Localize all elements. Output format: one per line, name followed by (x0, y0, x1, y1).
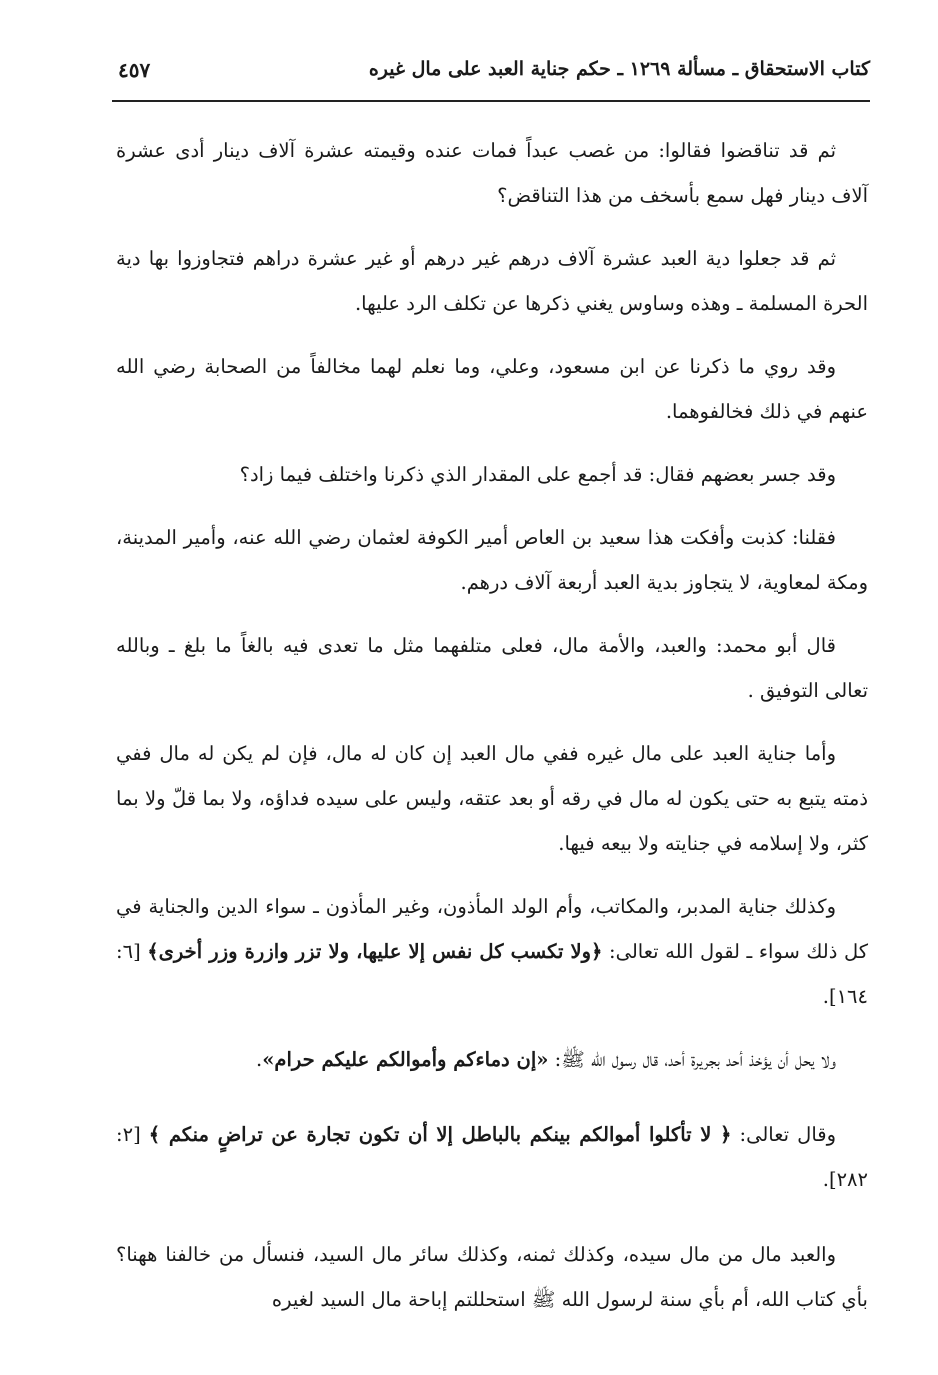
page-header (112, 56, 870, 96)
paragraph-text: وقد جسر بعضهم فقال: قد أجمع على المقدار الذي ذكرنا واختلف فيما زاد؟ (239, 463, 836, 486)
header-divider (112, 100, 870, 102)
paragraph-text: وقد روي ما ذكرنا عن ابن مسعود، وعلي، وما نعلم لهما مخالفاً من الصحابة رضي الله عنهم في ذلك فخالفوهما. (116, 355, 868, 423)
sentence-end: . (256, 1048, 263, 1071)
quran-quote: ﴿ولا تكسب كل نفس إلا عليها، ولا تزر وازرة وزر أخرى﴾ (147, 940, 603, 963)
verse-reference: [٢: ٢٨٢]. (116, 1123, 868, 1191)
running-title: كتاب الاستحقاق ـ مسألة ١٢٦٩ ـ حكم جناية العبد على مال غيره (368, 58, 870, 80)
paragraph-5 (116, 515, 868, 605)
paragraph-11 (116, 1232, 868, 1322)
paragraph-text: وأما جناية العبد على مال غيره ففي مال العبد إن كان له مال، فإن لم يكن له مال ففي ذمته يتبع به حتى يكون له مال في رقه أو بعد عتقه، وليس على سيده فداؤه، ولا بما قلّ ولا بما كثر، ولا إسلامه في جنايته ولا بيعه فيها. (116, 742, 868, 855)
paragraph-9 (116, 1037, 868, 1082)
paragraph-8 (116, 884, 868, 1019)
paragraph-1 (116, 128, 868, 218)
paragraph-text: فقلنا: كذبت وأفكت هذا سعيد بن العاص أمير الكوفة لعثمان رضي الله عنه، وأمير المدينة، ومكة لمعاوية، لا يتجاوز بدية العبد أربعة آلاف درهم. (116, 526, 868, 594)
paragraph-10 (116, 1112, 868, 1202)
paragraph-3 (116, 344, 868, 434)
paragraph-4 (116, 452, 868, 497)
paragraph-text: ثم قد تناقضوا فقالوا: من غصب عبداً فمات عنده وقيمته عشرة آلاف دينار أدى عشرة آلاف دينار فهل سمع بأسخف من هذا التناقض؟ (116, 139, 868, 207)
body-text (116, 128, 868, 1340)
paragraph-7 (116, 731, 868, 866)
paragraph-6 (116, 623, 868, 713)
hadith-quote: «إن دماءكم وأموالكم عليكم حرام» (262, 1048, 549, 1071)
paragraph-2 (116, 236, 868, 326)
paragraph-text: ثم قد جعلوا دية العبد عشرة آلاف درهم غير درهم أو غير عشرة دراهم فتجاوزوا بها دية الحرة المسلمة ـ وهذه وساوس يغني ذكرها عن تكلف الرد عليها. (116, 247, 868, 315)
page-number: ٤٥٧ (118, 58, 151, 82)
verse-reference: [٦: ١٦٤]. (116, 940, 868, 1008)
paragraph-text: ولا يحل أن يؤخذ أحد بجريرة أحد، قال رسول الله ﷺ: (554, 1048, 836, 1071)
paragraph-text: والعبد مال من مال سيده، وكذلك ثمنه، وكذلك سائر مال السيد، فنسأل من خالفنا ههنا؟ بأي كتاب الله، أم بأي سنة لرسول الله ﷺ استحللتم إباحة مال السيد لغيره (116, 1243, 868, 1311)
paragraph-text: وقال تعالى: (739, 1123, 837, 1146)
quran-quote: ﴿ لا تأكلوا أموالكم بينكم بالباطل إلا أن تكون تجارة عن تراضٍ منكم ﴾ (148, 1123, 732, 1146)
paragraph-text: وكذلك جناية المدبر، والمكاتب، وأم الولد المأذون، وغير المأذون ـ سواء الدين والجناية في كل ذلك سواء ـ لقول الله تعالى: (116, 895, 869, 963)
paragraph-text: قال أبو محمد: والعبد، والأمة مال، فعلى متلفهما مثل ما تعدى فيه بالغاً ما بلغ ـ وبالله تعالى التوفيق . (116, 634, 868, 702)
